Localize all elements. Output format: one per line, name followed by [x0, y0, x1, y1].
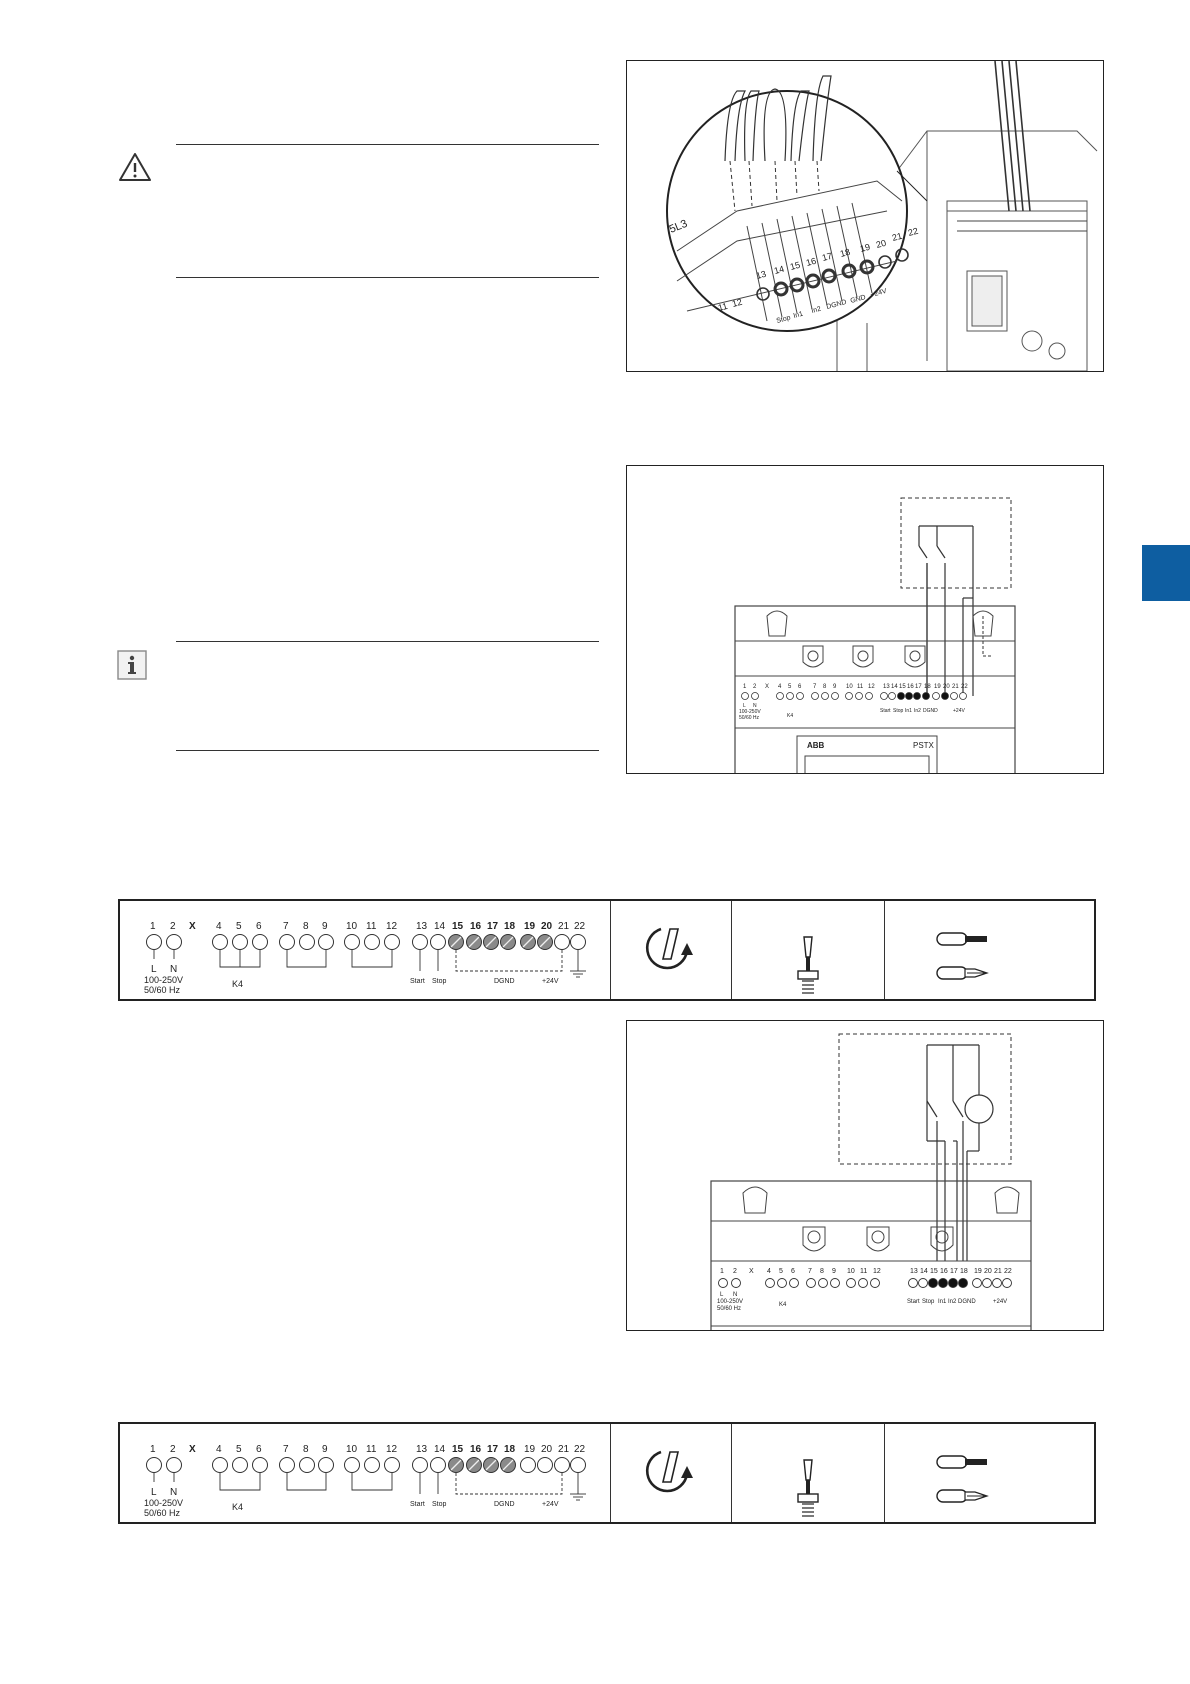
fig3-t14: 14: [920, 1268, 928, 1275]
strip2-dgnd: DGND: [494, 1501, 515, 1508]
strip2-t5: 5: [236, 1444, 242, 1455]
fig3-t11: 11: [860, 1268, 868, 1275]
fig2-t18: 18: [924, 684, 931, 690]
fig2-t4: 4: [778, 684, 782, 690]
fig3-start: Start: [907, 1299, 920, 1305]
terminal-11: 11: [716, 300, 729, 313]
fig2-t13: 13: [883, 684, 890, 690]
strip1-t18: 18: [504, 921, 516, 932]
fig2-t17: 17: [915, 684, 922, 690]
fig3-t4: 4: [767, 1268, 771, 1275]
fig2-stop: Stop: [893, 708, 904, 714]
fig3-t1: 1: [720, 1268, 724, 1275]
fig2-supply-l: L: [743, 703, 746, 709]
strip2-t10: 10: [346, 1444, 358, 1455]
fig2-t1: 1: [743, 684, 747, 690]
strip1-torque-cell: [610, 901, 732, 999]
strip2-t11: 11: [366, 1444, 377, 1455]
signal-gnd: GND: [849, 294, 867, 305]
fig2-supply-n: N: [753, 703, 757, 709]
fig3-t15: 15: [930, 1268, 938, 1275]
strip1-t4: 4: [216, 921, 222, 932]
strip2-24v: +24V: [542, 1501, 559, 1508]
strip2-t2: 2: [170, 1444, 176, 1455]
fig3-t19: 19: [974, 1268, 982, 1275]
info-top-rule: [176, 641, 599, 642]
strip2-t12: 12: [386, 1444, 398, 1455]
signal-in1: In1: [792, 310, 804, 320]
strip2-t20: 20: [541, 1444, 553, 1455]
fig3-t22: 22: [1004, 1268, 1012, 1275]
strip1-dgnd: DGND: [494, 978, 515, 985]
strip2-t21: 21: [558, 1444, 570, 1455]
warning-bottom-rule: [176, 277, 599, 278]
fig3-t5: 5: [779, 1268, 783, 1275]
fig3-t8: 8: [820, 1268, 824, 1275]
fig2-in1: In1: [905, 708, 912, 714]
terminal-13: 13: [754, 268, 768, 281]
fig2-t14: 14: [891, 684, 898, 690]
fig3-t10: 10: [847, 1268, 855, 1275]
fig3-supply-hz: 50/60 Hz: [717, 1306, 742, 1312]
fig3-tx: X: [749, 1268, 754, 1275]
strip1-t10: 10: [346, 921, 358, 932]
strip2-stop: Stop: [432, 1501, 447, 1508]
strip2-t7: 7: [283, 1444, 289, 1455]
fig3-t13: 13: [910, 1268, 918, 1275]
fig2-t21: 21: [952, 684, 959, 690]
strip2-supply-v: 100-250V: [144, 1498, 184, 1508]
terminal-17: 17: [820, 250, 834, 263]
fig2-relay: K4: [787, 713, 794, 719]
torque-rotation-icon: [643, 921, 699, 971]
fig2-t11: 11: [857, 684, 864, 690]
strip2-t18: 18: [504, 1444, 516, 1455]
terminal-22: 22: [906, 225, 920, 238]
wire-end-icon: [935, 929, 995, 985]
fig2-t6: 6: [798, 684, 802, 690]
fig2-t7: 7: [813, 684, 817, 690]
strip2-supply-l: L: [151, 1487, 157, 1498]
strip1-t5: 5: [236, 921, 242, 932]
fig3-stop: Stop: [922, 1299, 935, 1305]
fig2-model: PSTX: [913, 741, 934, 750]
fig2-brand: ABB: [807, 741, 825, 750]
fig2-supply-hz: 50/60 Hz: [739, 715, 760, 721]
strip2-supply-hz: 50/60 Hz: [144, 1508, 181, 1518]
strip1-t6: 6: [256, 921, 262, 932]
fig2-t8: 8: [823, 684, 827, 690]
terminal-15: 15: [788, 259, 802, 272]
strip1-t8: 8: [303, 921, 309, 932]
fig2-in2: In2: [914, 708, 921, 714]
signal-stop: Stop: [775, 314, 792, 325]
strip1-t9: 9: [322, 921, 328, 932]
strip2-screwdriver-cell: [731, 1424, 885, 1522]
fig3-dgnd: DGND: [958, 1299, 976, 1305]
strip1-t17: 17: [487, 921, 499, 932]
fig3-relay: K4: [779, 1302, 787, 1308]
fig2-t2: 2: [753, 684, 757, 690]
fig3-t2: 2: [733, 1268, 737, 1275]
fig2-tx: X: [765, 684, 770, 690]
terminal-20: 20: [874, 237, 888, 250]
board-label: 5L3: [667, 217, 690, 236]
fig3-24v: +24V: [993, 1299, 1008, 1305]
strip1-start: Start: [410, 978, 425, 985]
strip1-t12: 12: [386, 921, 398, 932]
fig3-t21: 21: [994, 1268, 1002, 1275]
fig2-t5: 5: [788, 684, 792, 690]
terminal-12: 12: [730, 296, 744, 309]
strip1-t2: 2: [170, 921, 176, 932]
fig2-t10: 10: [846, 684, 853, 690]
fig2-t12: 12: [868, 684, 875, 690]
figure-wiring-lamp: [626, 1020, 1104, 1331]
strip2-t17: 17: [487, 1444, 499, 1455]
fig3-in2: In2: [948, 1299, 957, 1305]
strip2-t6: 6: [256, 1444, 262, 1455]
strip2-tx: X: [189, 1444, 196, 1455]
terminal-19: 19: [858, 241, 872, 254]
fig2-dgnd: DGND: [923, 708, 938, 714]
fig2-t16: 16: [907, 684, 914, 690]
fig2-t22: 22: [961, 684, 968, 690]
strip1-supply-v: 100-250V: [144, 975, 184, 985]
strip2-torque-cell: [610, 1424, 732, 1522]
strip1-supply-hz: 50/60 Hz: [144, 985, 181, 995]
strip1-supply-n: N: [170, 964, 178, 975]
strip1-t1: 1: [150, 921, 156, 932]
strip1-t16: 16: [470, 921, 482, 932]
info-icon: [117, 650, 147, 680]
wire-end-icon: [935, 1452, 995, 1508]
fig3-in1: In1: [938, 1299, 947, 1305]
fig3-t16: 16: [940, 1268, 948, 1275]
fig3-t17: 17: [950, 1268, 958, 1275]
fig2-24v: +24V: [953, 708, 965, 714]
strip1-relay: K4: [232, 979, 244, 989]
strip1-t14: 14: [434, 921, 446, 932]
strip1-t15: 15: [452, 921, 464, 932]
signal-in2: In2: [810, 305, 822, 315]
terminal-21: 21: [890, 230, 904, 243]
terminal-14: 14: [772, 263, 786, 276]
screwdriver-icon: [790, 1458, 826, 1518]
fig3-t12: 12: [873, 1268, 881, 1275]
strip1-wire-cell: [884, 901, 1094, 999]
strip1-t13: 13: [416, 921, 428, 932]
strip1-t22: 22: [574, 921, 586, 932]
strip1-t20: 20: [541, 921, 553, 932]
strip1-t7: 7: [283, 921, 289, 932]
strip2-relay: K4: [232, 1502, 244, 1512]
fig2-t15: 15: [899, 684, 906, 690]
strip2-t4: 4: [216, 1444, 222, 1455]
strip2-t14: 14: [434, 1444, 446, 1455]
figure-terminal-closeup: [626, 60, 1104, 372]
figure-wiring-two-switches: [626, 465, 1104, 774]
strip2-t22: 22: [574, 1444, 586, 1455]
fig2-start: Start: [880, 708, 891, 714]
strip2-t9: 9: [322, 1444, 328, 1455]
fig3-t6: 6: [791, 1268, 795, 1275]
strip1-t11: 11: [366, 921, 377, 932]
warning-top-rule: [176, 144, 599, 145]
fig2-t19: 19: [934, 684, 941, 690]
fig3-supply-n: N: [733, 1292, 738, 1298]
screwdriver-icon: [790, 935, 826, 995]
strip1-tx: X: [189, 921, 196, 932]
strip1-t19: 19: [524, 921, 536, 932]
fig3-t18: 18: [960, 1268, 968, 1275]
terminal-16: 16: [804, 255, 818, 268]
strip2-wire-cell: [884, 1424, 1094, 1522]
fig3-t20: 20: [984, 1268, 992, 1275]
strip2-t1: 1: [150, 1444, 156, 1455]
section-tab: [1142, 545, 1190, 601]
fig2-t9: 9: [833, 684, 837, 690]
fig2-t20: 20: [943, 684, 950, 690]
signal-dgnd: DGND: [825, 298, 848, 311]
strip2-t15: 15: [452, 1444, 464, 1455]
strip2-t19: 19: [524, 1444, 536, 1455]
terminal-strip-1: [118, 899, 1096, 1001]
fig3-t9: 9: [832, 1268, 836, 1275]
fig3-t7: 7: [808, 1268, 812, 1275]
strip2-t8: 8: [303, 1444, 309, 1455]
strip1-screwdriver-cell: [731, 901, 885, 999]
fig3-supply-v: 100-250V: [717, 1299, 744, 1305]
strip2-t13: 13: [416, 1444, 428, 1455]
warning-triangle-icon: [118, 152, 152, 182]
torque-rotation-icon: [643, 1444, 699, 1494]
strip1-t21: 21: [558, 921, 570, 932]
terminal-18: 18: [838, 246, 852, 259]
fig3-supply-l: L: [720, 1292, 724, 1298]
strip2-supply-n: N: [170, 1487, 178, 1498]
signal-24v: +24V: [869, 287, 888, 299]
strip1-supply-l: L: [151, 964, 157, 975]
strip2-t16: 16: [470, 1444, 482, 1455]
strip1-24v: +24V: [542, 978, 559, 985]
fig2-supply-v: 100-250V: [739, 709, 761, 715]
strip1-stop: Stop: [432, 978, 447, 985]
info-bottom-rule: [176, 750, 599, 751]
strip2-start: Start: [410, 1501, 425, 1508]
terminal-strip-2: [118, 1422, 1096, 1524]
